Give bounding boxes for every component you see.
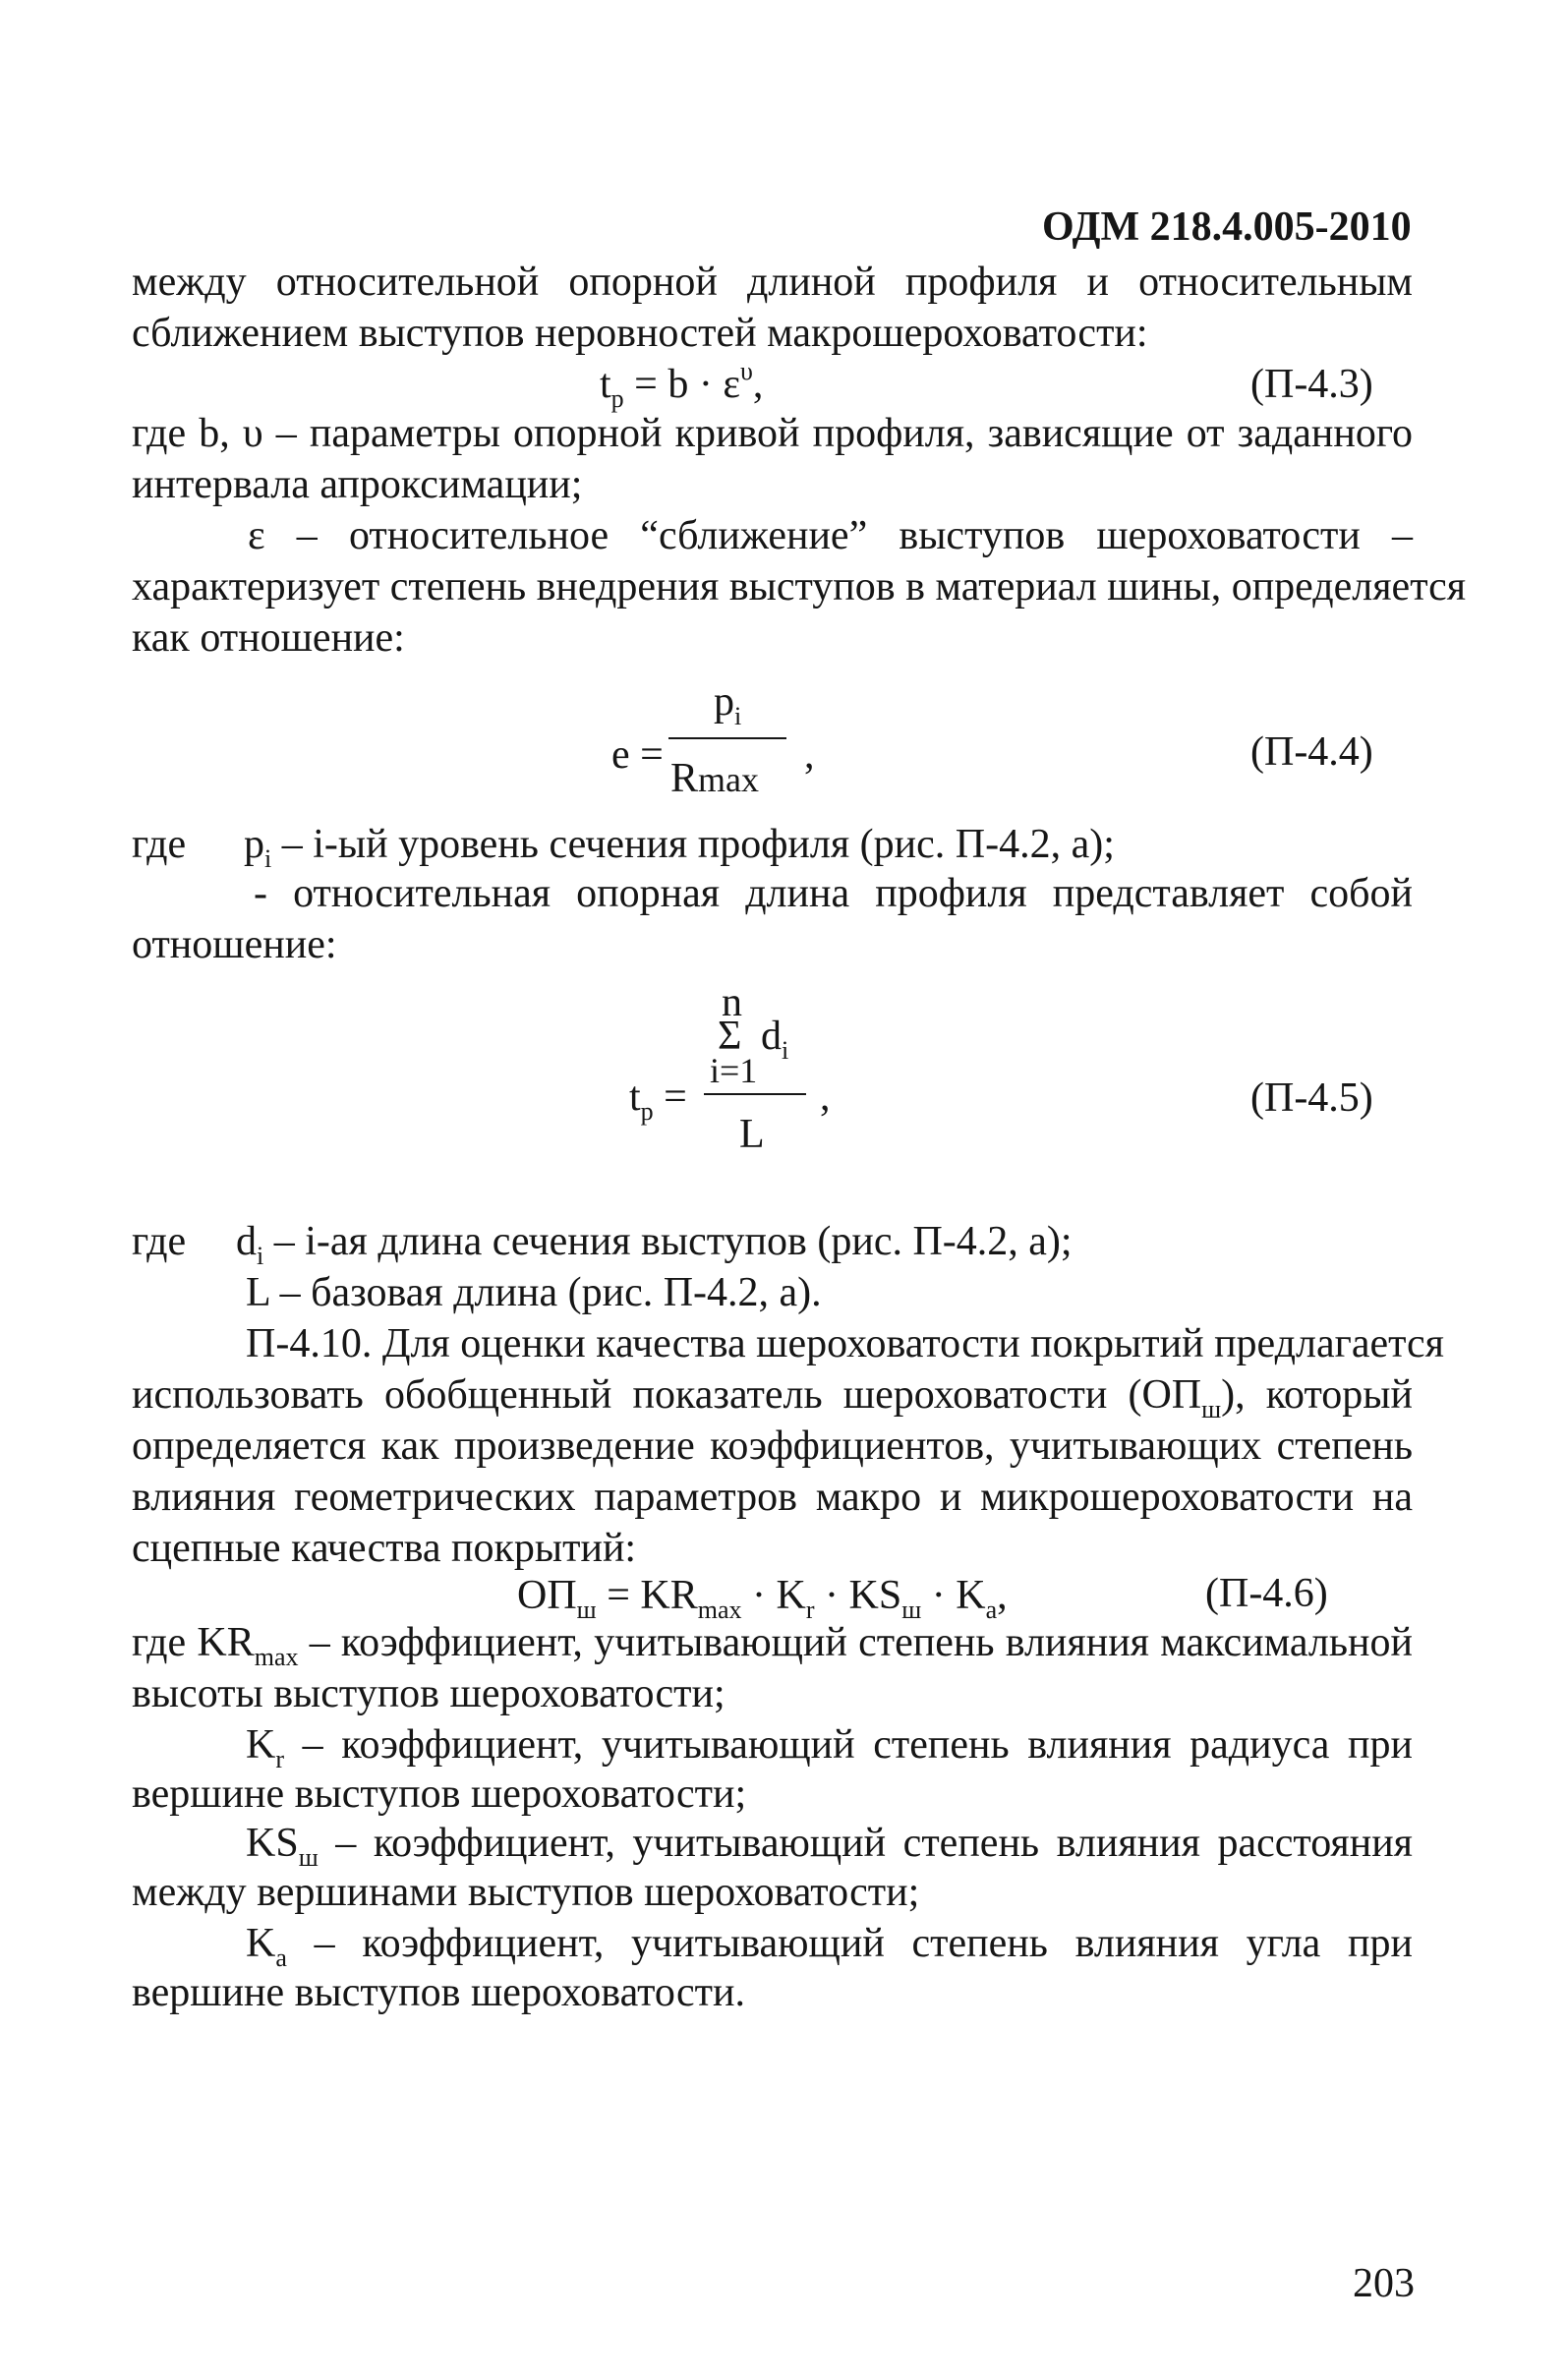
page-number: 203: [1353, 2261, 1415, 2306]
text-line: $p_i - i-ый$ уровень сечения профиля (рис. П-4.2, а);: [244, 822, 1115, 873]
sum-term: $d_i$: [761, 1014, 789, 1065]
text-line: L – базовая длина (рис. П-4.2, а).: [246, 1270, 822, 1315]
sum-lower-limit: i=1: [710, 1051, 758, 1090]
text-line: вершине выступов шероховатости;: [132, 1771, 747, 1817]
eq-lhs: e =: [611, 732, 664, 778]
eq-denominator: Rmax: [670, 756, 759, 801]
text-line: между вершинами выступов шероховатости;: [132, 1870, 920, 1915]
text-line: где $KR_{max}$ – коэффициент, учитывающий степень влияния максимальной: [132, 1620, 1413, 1671]
eq-numerator: $p_i$: [714, 679, 742, 730]
text-line: отношение:: [132, 922, 337, 967]
text-line: определяется как произведение коэффициентов, учитывающих степень: [132, 1423, 1413, 1469]
text-line: где: [132, 822, 187, 867]
equation-number: (П-4.6): [1205, 1571, 1328, 1616]
eq-comma: ,: [820, 1074, 831, 1120]
eq-comma: ,: [804, 732, 815, 778]
text-line: сближением выступов неровностей макрошероховатости:: [132, 311, 1148, 356]
text-line: как отношение:: [132, 615, 405, 661]
text-line: высоты выступов шероховатости;: [132, 1671, 725, 1716]
equation-number: (П-4.5): [1250, 1075, 1373, 1121]
text-line: $K_a$ – коэффициент, учитывающий степень влияния угла при: [246, 1921, 1413, 1972]
text-line: использовать обобщенный показатель шероховатости $(ОП_ш)$, который: [132, 1372, 1413, 1423]
text-line: $K_r$ – коэффициент, учитывающий степень влияния радиуса при: [246, 1722, 1413, 1773]
eq-lhs: $t_р$ =: [629, 1074, 687, 1126]
text-line: $KS_ш$ – коэффициент, учитывающий степень влияния расстояния: [246, 1821, 1413, 1872]
text-line: влияния геометрических параметров макро и микрошероховатости на: [132, 1475, 1413, 1520]
equation-number: (П-4.4): [1250, 729, 1373, 775]
text-line: сцепные качества покрытий:: [132, 1526, 637, 1571]
text-line: где b, υ – параметры опорной кривой профиля, зависящие от заданного: [132, 411, 1413, 456]
text-line: ε – относительное “сближение” выступов шероховатости –: [248, 513, 1413, 558]
equation-number: (П-4.3): [1250, 362, 1373, 407]
fraction-bar: [668, 737, 786, 739]
text-line: между относительной опорной длиной профиля и относительным: [132, 260, 1413, 305]
text-line: вершине выступов шероховатости.: [132, 1970, 745, 2015]
equation-p46: $ОП_ш = KR_{max} \cdot K_r \cdot KS_ш \cdot K_a$,: [517, 1573, 1008, 1624]
text-line: интервала апроксимации;: [132, 462, 583, 507]
eq-denominator: L: [739, 1112, 765, 1157]
text-line: П-4.10. Для оценки качества шероховатости покрытий предлагается: [246, 1321, 1444, 1366]
document-code: ОДМ 218.4.005-2010: [1042, 204, 1412, 250]
sum-upper-limit: n: [722, 980, 742, 1025]
text-line: - относительная опорная длина профиля представляет собой: [254, 871, 1413, 916]
equation-p43: $t_р = b \cdot \varepsilon^\upsilon$,: [600, 357, 764, 413]
text-line: где: [132, 1219, 187, 1264]
fraction-bar: [704, 1093, 806, 1095]
sum-sign: Σ: [718, 1014, 742, 1059]
text-line: $d_i - i-ая$ длина сечения выступов (рис. П-4.2, а);: [236, 1219, 1073, 1270]
text-line: характеризует степень внедрения выступов в материал шины, определяется: [132, 564, 1467, 610]
